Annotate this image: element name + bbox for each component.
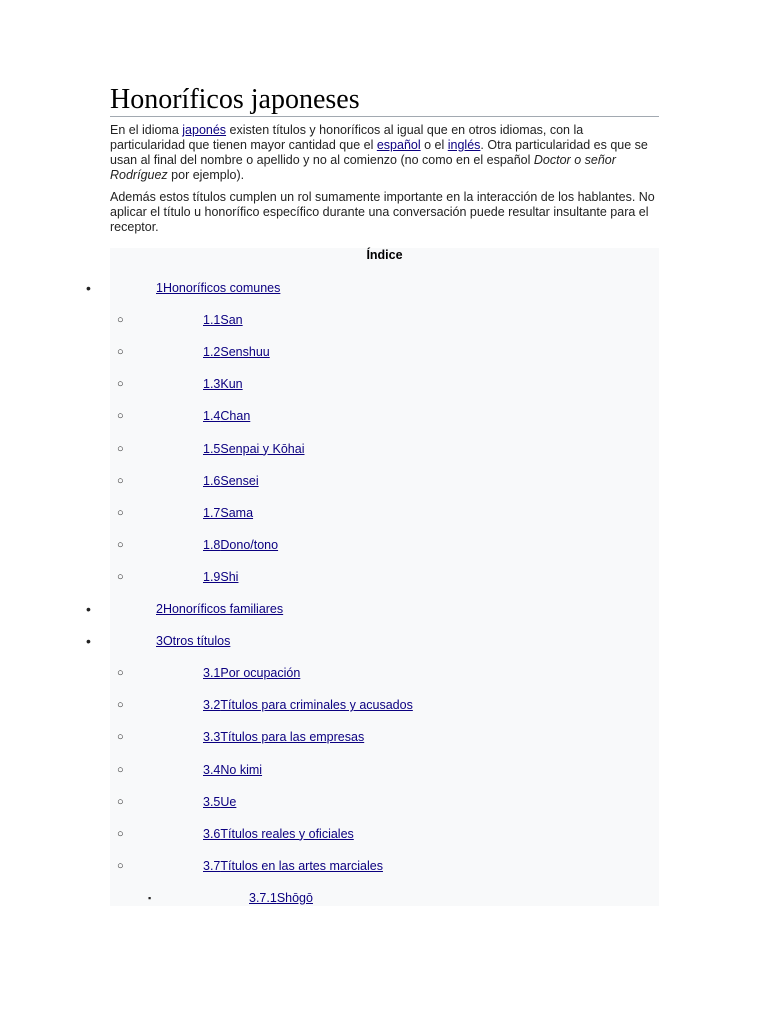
toc-link[interactable] [156, 280, 280, 296]
toc-text: Shi [220, 569, 239, 584]
intro-text-1: En el idioma [110, 123, 183, 137]
toc-text: Por ocupación [220, 666, 301, 681]
toc-number: 1.8 [203, 537, 221, 552]
second-paragraph: Además estos títulos cumplen un rol sumamente importante en la interacción de los hablantes. No aplicar el título u honorífico específico durante una conversación puede resultar insultante para el receptor. [110, 190, 655, 234]
toc-text: Senpai y Kōhai [220, 441, 305, 456]
toc-text: Honoríficos comunes [162, 281, 281, 295]
toc-bullet-icon: ○ [117, 859, 124, 872]
toc-link[interactable] [203, 826, 354, 842]
toc-bullet-icon: ○ [117, 827, 124, 840]
toc-number: 3.4 [203, 762, 221, 777]
toc-number: 1.4 [203, 409, 221, 424]
toc-text: Títulos en las artes marciales [220, 858, 383, 873]
toc-title: Índice [366, 248, 403, 262]
toc-number: 1.2 [203, 345, 221, 360]
toc-link[interactable] [203, 794, 236, 810]
toc-number: 1 [156, 281, 163, 295]
toc-link[interactable] [203, 376, 243, 392]
toc-number: 3.1 [203, 666, 221, 681]
toc-bullet-icon: ○ [117, 795, 124, 808]
toc-bullet-icon: ○ [117, 570, 124, 583]
toc-link[interactable] [203, 569, 238, 585]
toc-link[interactable] [203, 697, 413, 713]
toc-number: 1.5 [203, 441, 221, 456]
toc-text: Chan [220, 409, 251, 424]
toc-link[interactable] [156, 601, 283, 617]
toc-number: 1.9 [203, 569, 221, 584]
page-title: Honoríficos japoneses [110, 84, 659, 117]
toc-bullet-icon: ○ [117, 667, 124, 680]
link-ingles[interactable]: inglés [447, 138, 481, 152]
intro-text-3: o el [420, 138, 448, 152]
toc-link[interactable] [203, 665, 300, 681]
toc-text: Ue [220, 794, 237, 809]
toc-text: Títulos para criminales y acusados [220, 698, 413, 713]
toc-link[interactable] [203, 537, 278, 553]
toc-link[interactable] [203, 441, 304, 457]
toc-number: 3.7.1 [249, 890, 277, 905]
toc-number: 3.2 [203, 698, 221, 713]
toc-text: Dono/tono [220, 537, 279, 552]
toc-text: Kun [220, 377, 243, 392]
toc-number: 3.7 [203, 858, 221, 873]
link-espanol[interactable]: español [376, 138, 421, 152]
toc-bullet-icon: ○ [117, 474, 124, 487]
toc-text: Senshuu [220, 345, 270, 360]
toc-text: Títulos reales y oficiales [220, 826, 354, 841]
toc-text: Títulos para las empresas [220, 730, 365, 745]
toc-bullet-icon: ○ [117, 314, 124, 327]
toc-bullet-icon: ○ [117, 346, 124, 359]
toc-text: Sensei [220, 473, 259, 488]
toc-text: Honoríficos familiares [162, 602, 284, 616]
intro-paragraph [110, 123, 660, 183]
toc-text: San [220, 313, 243, 328]
toc-number: 3.5 [203, 794, 221, 809]
intro-text-2: existen títulos y honoríficos al igual que en otros idiomas, con la particularidad que tienen mayor cantidad que el [110, 123, 584, 152]
toc-bullet-icon: ○ [117, 763, 124, 776]
intro-text-6: por ejemplo). [167, 168, 245, 182]
toc-text: No kimi [220, 762, 263, 777]
toc-link[interactable] [203, 312, 243, 328]
toc-bullet-icon: ○ [117, 506, 124, 519]
toc-link[interactable] [156, 633, 230, 649]
toc-number: 3.6 [203, 826, 221, 841]
intro-text-4: . Otra particularidad es que se usan al final del nombre o apellido y no al comienzo (no como en el español [110, 138, 648, 167]
toc-link[interactable] [203, 729, 364, 745]
intro-emphasis-1: Doctor [533, 153, 571, 167]
toc-bullet-icon: ▪ [148, 892, 152, 903]
toc-number: 1.7 [203, 505, 221, 520]
toc-bullet-icon: ○ [117, 699, 124, 712]
toc-text: Sama [220, 505, 254, 520]
toc-link[interactable] [203, 858, 383, 874]
toc-number: 3.3 [203, 730, 221, 745]
toc-link[interactable] [203, 344, 270, 360]
toc-link[interactable] [203, 505, 253, 521]
toc-bullet-icon: ○ [117, 410, 124, 423]
toc-number: 2 [156, 602, 163, 616]
toc-bullet-icon: ○ [117, 442, 124, 455]
toc-bullet-icon: • [86, 601, 91, 617]
toc-bullet-icon: ○ [117, 538, 124, 551]
toc-link[interactable] [203, 473, 259, 489]
toc-number: 3 [156, 634, 163, 649]
toc-bullet-icon: • [86, 633, 91, 650]
link-japones[interactable]: japonés [182, 123, 227, 137]
toc-link[interactable] [203, 762, 262, 778]
toc-link[interactable] [249, 890, 313, 906]
toc-bullet-icon: ○ [117, 378, 124, 391]
toc-bullet-icon: • [86, 280, 91, 296]
intro-emphasis-2: o señor Rodríguez [110, 153, 616, 182]
toc-number: 1.3 [203, 377, 221, 392]
toc-number: 1.1 [203, 313, 221, 328]
toc-text: Otros títulos [162, 634, 231, 649]
toc-link[interactable] [203, 408, 250, 424]
toc-text: Shōgō [276, 890, 313, 905]
toc-number: 1.6 [203, 473, 221, 488]
toc-bullet-icon: ○ [117, 731, 124, 744]
table-of-contents [110, 248, 659, 906]
